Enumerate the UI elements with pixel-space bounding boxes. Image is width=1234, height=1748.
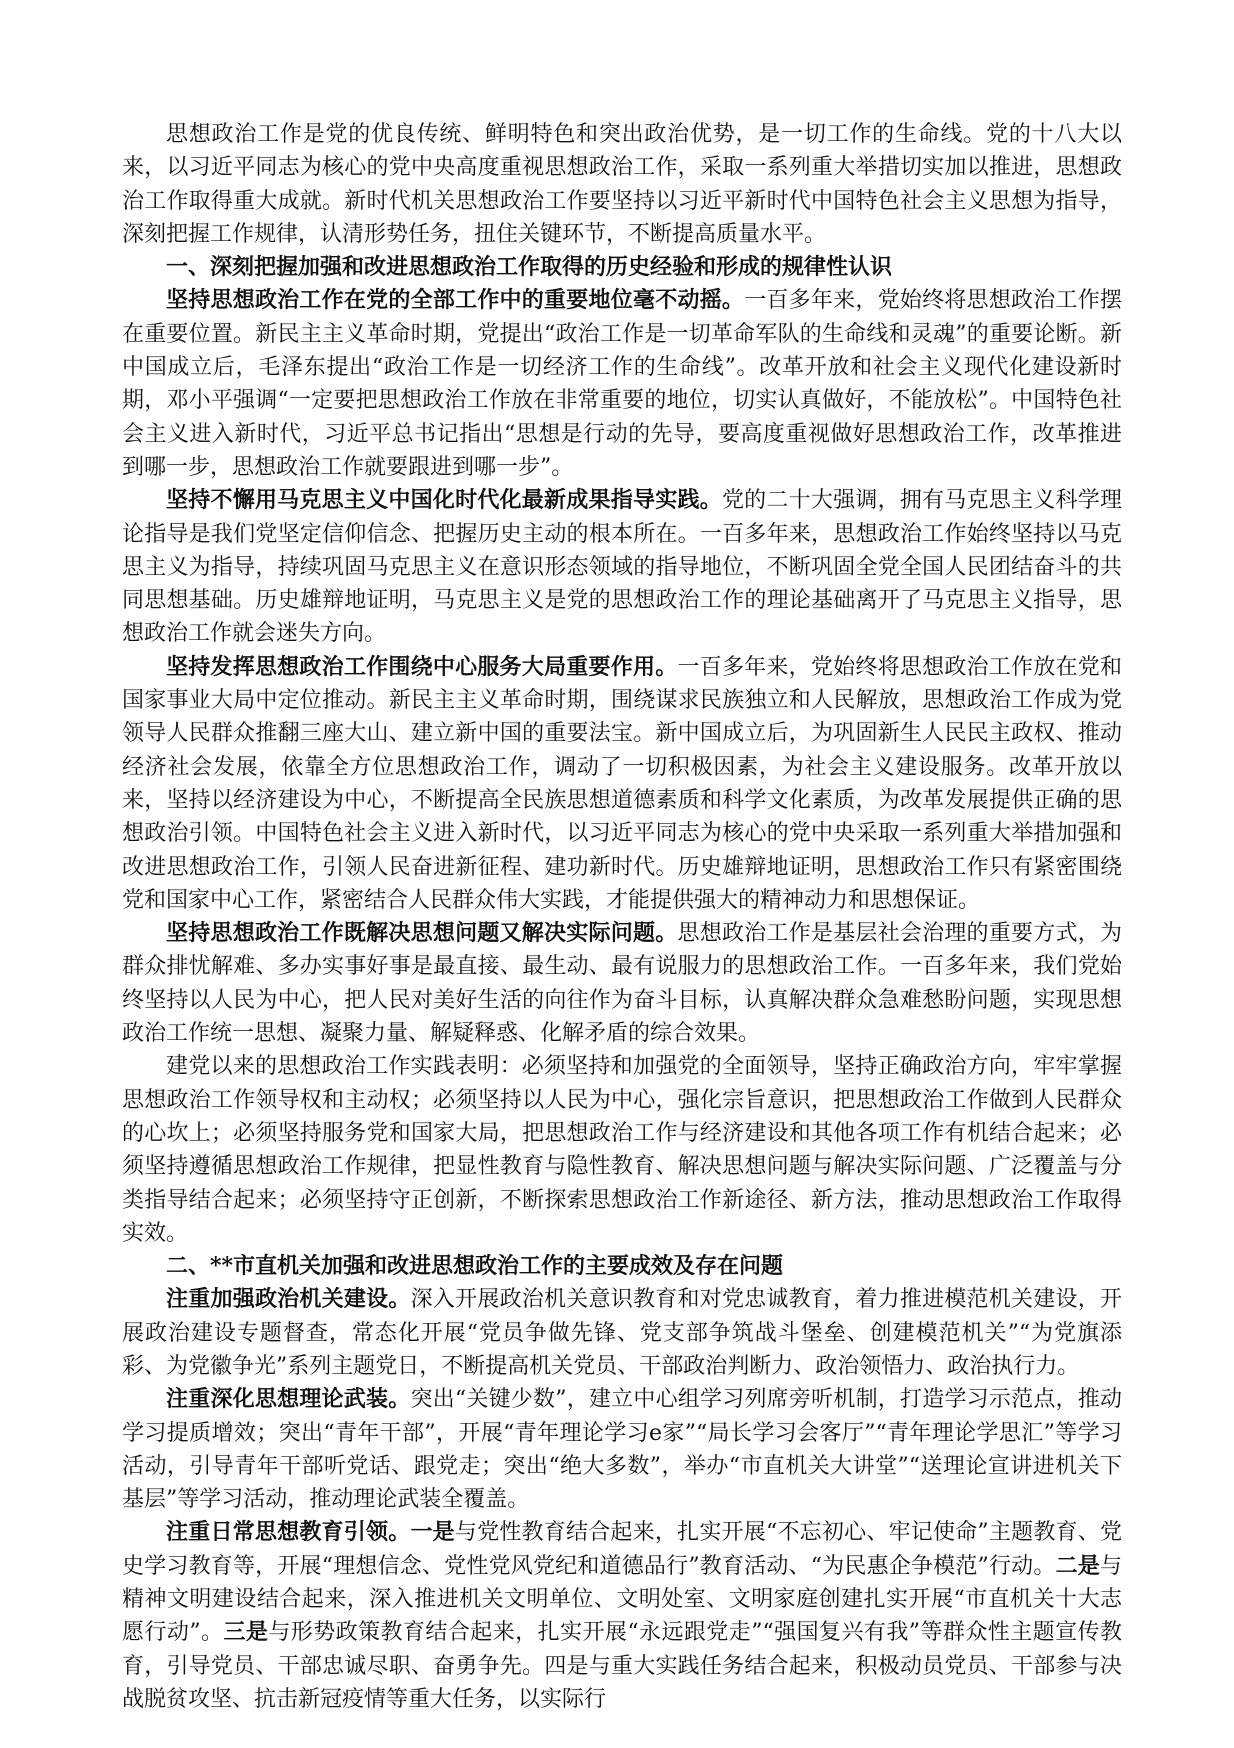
paragraph-lead: 注重深化思想理论武装。 [166, 1386, 411, 1413]
section-2-heading: 二、**市直机关加强和改进思想政治工作的主要成效及存在问题 [166, 1253, 784, 1280]
paragraph-body: 思想政治工作是基层社会治理的重要方式，为群众排忧解难、多办实事好事是最直接、最生动、最有说服力的思想政治工作。一百多年来，我们党始终坚持以人民为中心，把人民对美好生活的向往作为奋斗目标，认真解决群众急难愁盼问题，实现思想政治工作统一思想、凝聚力量、解疑释惑、化解矛盾的综合效果。 [122, 921, 1122, 1047]
section-1-paragraph-4 [122, 917, 1122, 1050]
paragraph-body: 与形势政策教育结合起来，扎实开展“永远跟党走”“强国复兴有我”等群众性主题宣传教育，引导党员、干部忠诚尽职、奋勇争先。四是与重大实践任务结合起来，积极动员党员、干部参与决战脱贫攻坚、抗击新冠疫情等重大任务，以实际行 [122, 1620, 1122, 1712]
section-1-summary-paragraph: 建党以来的思想政治工作实践表明：必须坚持和加强党的全面领导，坚持正确政治方向，牢牢掌握思想政治工作领导权和主动权；必须坚持以人民为中心，强化宗旨意识，把思想政治工作做到人民群众的心坎上；必须坚持服务党和国家大局，把思想政治工作与经济建设和其他各项工作有机结合起来；必须坚持遵循思想政治工作规律，把显性教育与隐性教育、解决思想问题与解决实际问题、广泛覆盖与分类指导结合起来；必须坚持守正创新，不断探索思想政治工作新途径、新方法，推动思想政治工作取得实效。 [122, 1054, 1122, 1246]
paragraph-body: 深入开展政治机关意识教育和对党忠诚教育，着力推进模范机关建设，开展政治建设专题督查，常态化开展“党员争做先锋、党支部争筑战斗堡垒、创建模范机关”“为党旗添彩、为党徽争光”系列主题党日，不断提高机关党员、干部政治判断力、政治领悟力、政治执行力。 [122, 1287, 1122, 1379]
paragraph-body: 突出“关键少数”，建立中心组学习列席旁听机制，打造学习示范点，推动学习提质增效；突出“青年干部”，开展“青年理论学习e家”“局长学习会客厅”“青年理论学思汇”等学习活动，引导青年干部听党话、跟党走；突出“绝大多数”，举办“市直机关大讲堂”“送理论宣讲进机关下基层”等学习活动，推动理论武装全覆盖。 [122, 1387, 1122, 1513]
paragraph-lead: 注重加强政治机关建设。 [166, 1286, 411, 1313]
paragraph-lead: 坚持思想政治工作既解决思想问题又解决实际问题。 [166, 920, 678, 947]
intro-paragraph: 思想政治工作是党的优良传统、鲜明特色和突出政治优势，是一切工作的生命线。党的十八大以来，以习近平同志为核心的党中央高度重视思想政治工作，采取一系列重大举措切实加以推进，思想政治工作取得重大成就。新时代机关思想政治工作要坚持以习近平新时代中国特色社会主义思想为指导，深刻把握工作规律，认清形势任务，扭住关键环节，不断提高质量水平。 [122, 122, 1122, 247]
section-2-paragraph-2 [122, 1383, 1122, 1516]
section-2-paragraph-3 [122, 1516, 1122, 1716]
section-1-paragraph-1 [122, 284, 1122, 484]
section-2-paragraph-1 [122, 1283, 1122, 1383]
list-marker: 二是 [1055, 1552, 1100, 1579]
list-marker: 一是 [410, 1519, 455, 1546]
paragraph-body: 党的二十大强调，拥有马克思主义科学理论指导是我们党坚定信仰信念、把握历史主动的根本所在。一百多年来，思想政治工作始终坚持以马克思主义为指导，持续巩固马克思主义在意识形态领域的指导地位，不断巩固全党全国人民团结奋斗的共同思想基础。历史雄辩地证明，马克思主义是党的思想政治工作的理论基础离开了马克思主义指导，思想政治工作就会迷失方向。 [122, 488, 1122, 647]
section-1-paragraph-3 [122, 651, 1122, 917]
paragraph-body: 一百多年来，党始终将思想政治工作放在党和国家事业大局中定位推动。新民主主义革命时期，围绕谋求民族独立和人民解放，思想政治工作成为党领导人民群众推翻三座大山、建立新中国的重要法宝。新中国成立后，为巩固新生人民民主政权、推动经济社会发展，依靠全方位思想政治工作，调动了一切积极因素，为社会主义建设服务。改革开放以来，坚持以经济建设为中心，不断提高全民族思想道德素质和科学文化素质，为改革发展提供正确的思想政治引领。中国特色社会主义进入新时代，以习近平同志为核心的党中央采取一系列重大举措加强和改进思想政治工作，引领人民奋进新征程、建功新时代。历史雄辩地证明，思想政治工作只有紧密围绕党和国家中心工作，紧密结合人民群众伟大实践，才能提供强大的精神动力和思想保证。 [122, 654, 1122, 913]
paragraph-lead: 注重日常思想教育引领。 [166, 1519, 411, 1546]
paragraph-lead: 坚持发挥思想政治工作围绕中心服务大局重要作用。 [166, 653, 678, 680]
paragraph-lead: 坚持不懈用马克思主义中国化时代化最新成果指导实践。 [166, 487, 722, 514]
section-1-heading: 一、深刻把握加强和改进思想政治工作取得的历史经验和形成的规律性认识 [166, 254, 893, 281]
paragraph-lead: 坚持思想政治工作在党的全部工作中的重要地位毫不动摇。 [166, 287, 745, 314]
paragraph-body: 与精神文明建设结合起来，深入推进机关文明单位、文明处室、文明家庭创建扎实开展“市直机关十大志愿行动”。 [122, 1553, 1122, 1646]
document-page [122, 118, 1122, 1716]
section-1-paragraph-2 [122, 484, 1122, 650]
paragraph-body: 与党性教育结合起来，扎实开展“不忘初心、牢记使命”主题教育、党史学习教育等，开展“理想信念、党性党风党纪和道德品行”教育活动、“为民惠企争模范”行动。 [122, 1520, 1122, 1579]
paragraph-body: 一百多年来，党始终将思想政治工作摆在重要位置。新民主主义革命时期，党提出“政治工作是一切革命军队的生命线和灵魂”的重要论断。新中国成立后，毛泽东提出“政治工作是一切经济工作的生命线”。改革开放和社会主义现代化建设新时期，邓小平强调“一定要把思想政治工作放在非常重要的地位，切实认真做好，不能放松”。中国特色社会主义进入新时代，习近平总书记指出“思想是行动的先导，要高度重视做好思想政治工作，改革推进到哪一步，思想政治工作就要跟进到哪一步”。 [122, 288, 1122, 480]
list-marker: 三是 [223, 1619, 269, 1646]
